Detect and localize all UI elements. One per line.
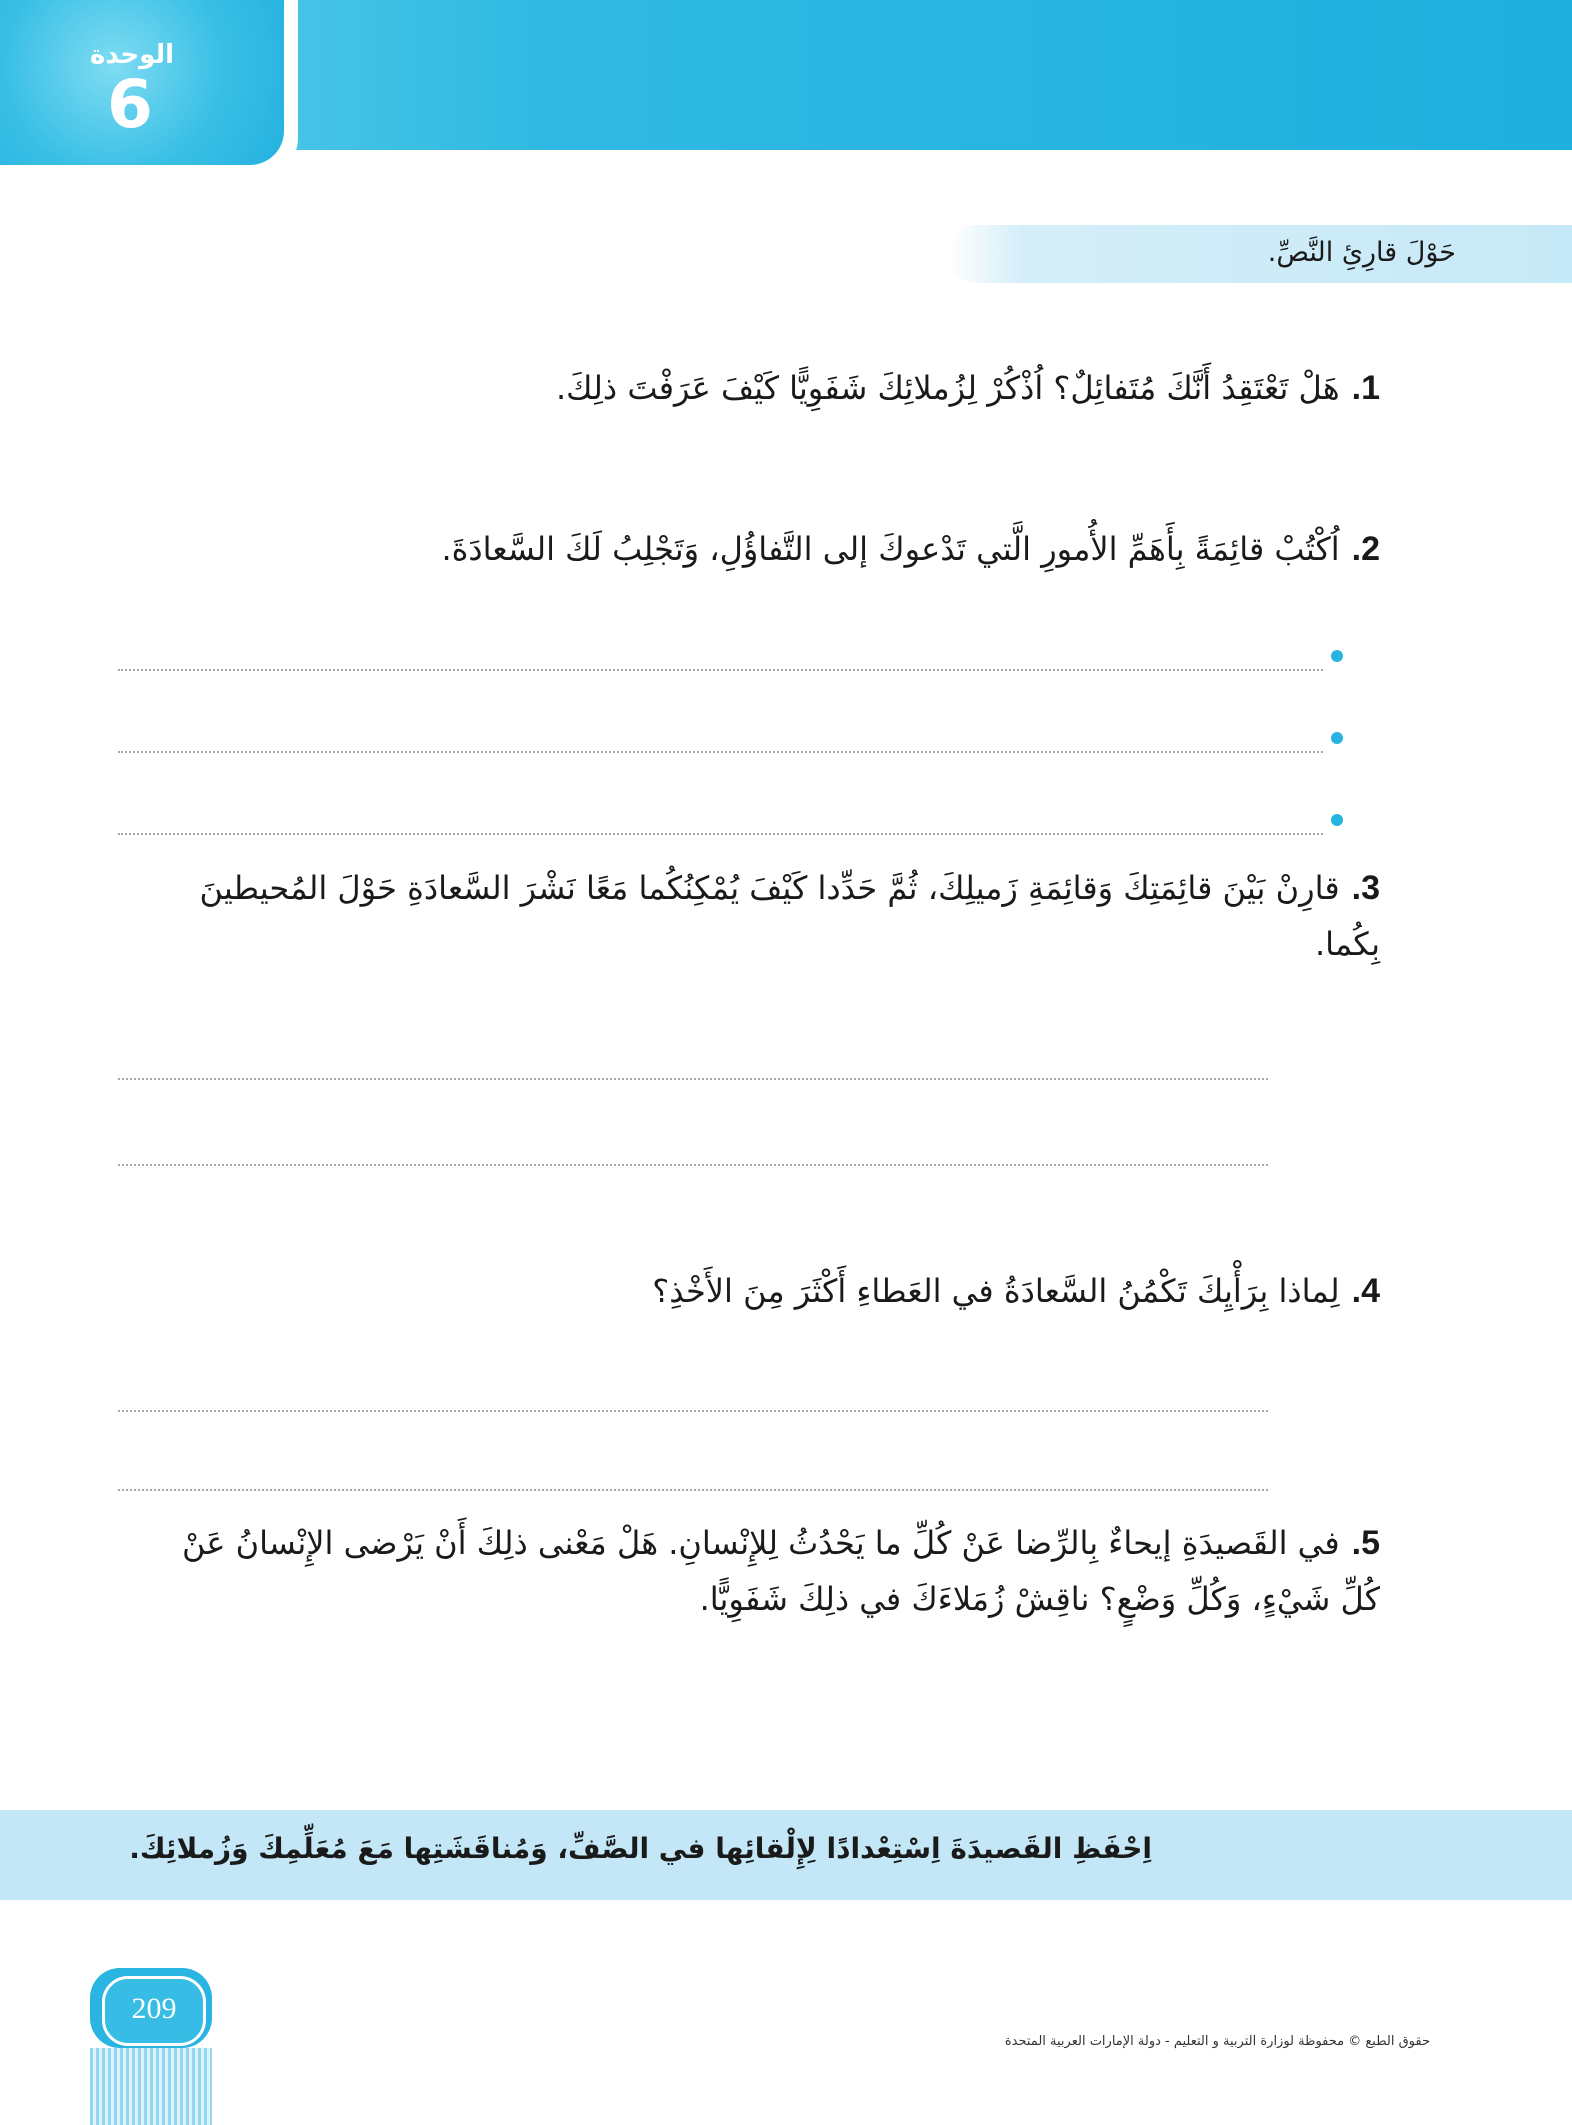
question-number: 4.: [1351, 1272, 1380, 1310]
question-line: [80, 1571, 1380, 1627]
question-number: 2.: [1351, 530, 1380, 568]
instruction-band: [0, 1810, 1572, 1900]
question-line: [140, 916, 1380, 972]
unit-badge-inner: [0, 0, 284, 165]
question-4: [140, 1263, 1380, 1319]
answer-line[interactable]: [118, 1164, 1268, 1166]
question-line: [80, 1515, 1380, 1571]
answer-line[interactable]: [118, 669, 1323, 671]
question-text: قارِنْ بَيْنَ قائِمَتِكَ وَقائِمَةِ زَميلِكَ، ثُمَّ حَدِّدا كَيْفَ يُمْكِنُكُما مَعًا نَشْرَ السَّعادَةِ حَوْلَ المُحيطينَ: [199, 869, 1340, 907]
answer-line[interactable]: [118, 1078, 1268, 1080]
answer-bullet: [1331, 814, 1343, 826]
unit-badge: [0, 0, 298, 178]
question-text: اُكْتُبْ قائِمَةً بِأَهَمِّ الأُمورِ الَّتي تَدْعوكَ إلى التَّفاؤُلِ، وَتَجْلِبُ لَكَ السَّعادَةَ.: [441, 530, 1340, 568]
answer-bullet: [1331, 732, 1343, 744]
answer-line[interactable]: [118, 1410, 1268, 1412]
question-1: [140, 360, 1380, 416]
unit-label: الوحدة: [90, 40, 175, 70]
answer-line[interactable]: [118, 1489, 1268, 1491]
decorative-pattern: [90, 2048, 212, 2125]
question-number: 5.: [1351, 1524, 1380, 1562]
question-5: [80, 1515, 1380, 1627]
answer-line[interactable]: [118, 833, 1323, 835]
unit-number: 6: [107, 66, 153, 143]
question-number: 3.: [1351, 869, 1380, 907]
page-number-frame: [90, 1968, 212, 2048]
question-text-cont: بِكُما.: [1315, 925, 1380, 963]
question-text: في القَصيدَةِ إيحاءٌ بِالرِّضا عَنْ كُلِّ ما يَحْدُثُ لِلإِنْسانِ. هَلْ مَعْنى ذلِكَ أَنْ يَرْضى الإِنْسانُ عَنْ: [181, 1524, 1340, 1562]
question-text: لِماذا بِرَأْيِكَ تَكْمُنُ السَّعادَةُ في العَطاءِ أَكْثَرَ مِنَ الأَخْذِ؟: [652, 1272, 1340, 1310]
question-line: [140, 860, 1380, 916]
page-number: 209: [102, 1976, 206, 2046]
answer-bullet: [1331, 650, 1343, 662]
question-text: هَلْ تَعْتَقِدُ أَنَّكَ مُتَفائِلٌ؟ اُذْكُرْ لِزُملائِكَ شَفَوِيًّا كَيْفَ عَرَفْتَ ذلِكَ.: [556, 369, 1340, 407]
question-text-cont: كُلِّ شَيْءٍ، وَكُلِّ وَضْعٍ؟ ناقِشْ زُمَلاءَكَ في ذلِكَ شَفَوِيًّا.: [699, 1580, 1380, 1618]
instruction-text: اِحْفَظِ القَصيدَةَ اِسْتِعْدادًا لِإِلْقائِها في الصَّفِّ، وَمُناقَشَتِها مَعَ مُعَلِّمِكَ وَزُملائِكَ.: [129, 1832, 1152, 1865]
copyright-text: حقوق الطبع © محفوظة لوزارة التربية و التعليم - دولة الإمارات العربية المتحدة: [1004, 2034, 1430, 2049]
page-number-badge: [90, 1968, 212, 2125]
section-title: حَوْلَ قارِئِ النَّصِّ.: [1267, 237, 1456, 268]
question-3: [140, 860, 1380, 972]
question-number: 1.: [1351, 369, 1380, 407]
answer-line[interactable]: [118, 751, 1323, 753]
question-2: [140, 521, 1380, 577]
section-banner: [948, 225, 1572, 283]
